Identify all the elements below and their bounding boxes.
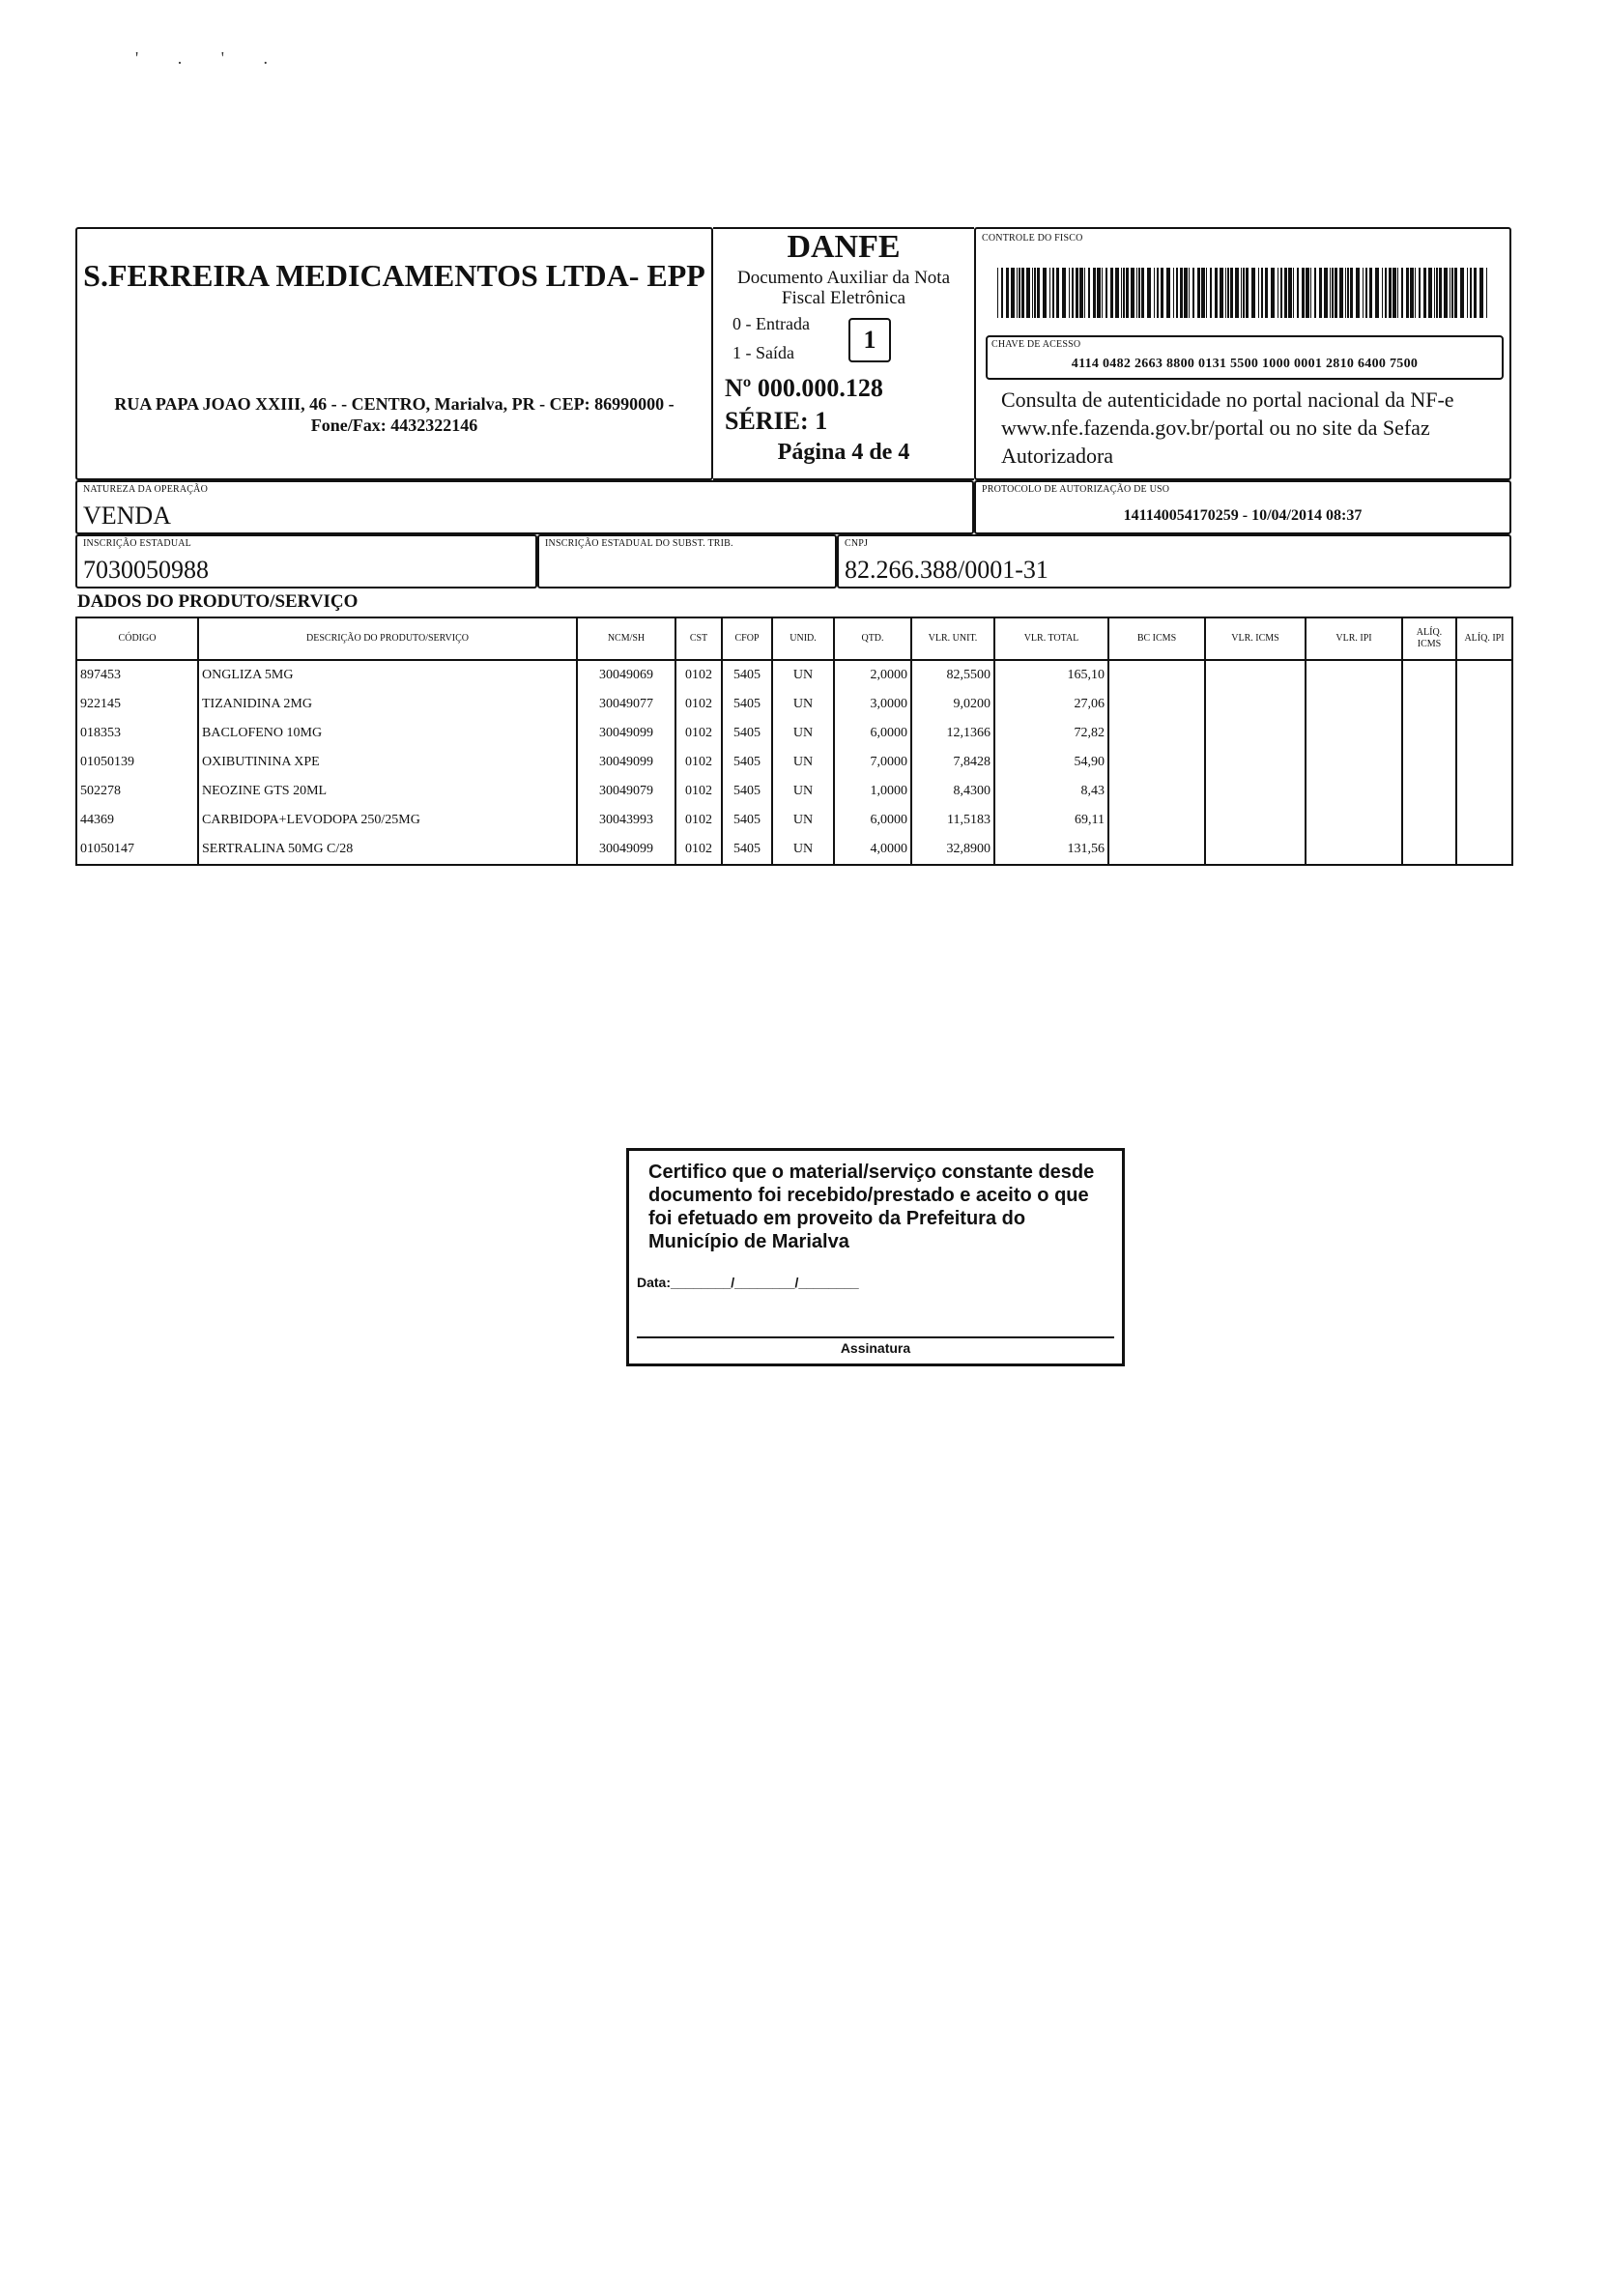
cell-codigo: 897453 (76, 660, 198, 690)
col-header-bc-icms: BC ICMS (1108, 617, 1205, 660)
cell-codigo: 01050147 (76, 835, 198, 865)
cell-cst: 0102 (675, 806, 722, 835)
cell-ncm: 30049079 (577, 777, 675, 806)
protocolo-block (974, 480, 1511, 534)
nf-page: Página 4 de 4 (777, 440, 910, 465)
barcode-icon (997, 268, 1492, 318)
cnpj-block (837, 534, 1511, 588)
cell-aliq-ipi (1456, 806, 1512, 835)
cell-vlr-unit: 9,0200 (911, 690, 994, 719)
operation-type-box: 1 (848, 318, 891, 362)
cnpj-label: CNPJ (845, 538, 869, 549)
stamp-text: Certifico que o material/serviço constante desde documento foi recebido/prestado e aceito o que foi efetuado em proveito da Prefeitura do Município de Marialva (648, 1162, 1095, 1252)
cell-vlr-ipi (1306, 719, 1402, 748)
cell-bc-icms (1108, 777, 1205, 806)
cell-aliq-ipi (1456, 660, 1512, 690)
cell-vlr-unit: 12,1366 (911, 719, 994, 748)
cell-vlr-unit: 7,8428 (911, 748, 994, 777)
cell-vlr-ipi (1306, 690, 1402, 719)
cell-bc-icms (1108, 719, 1205, 748)
natureza-operacao-label: NATUREZA DA OPERAÇÃO (83, 484, 209, 495)
cell-vlr-total: 27,06 (994, 690, 1108, 719)
cell-codigo: 01050139 (76, 748, 198, 777)
col-header-ncm: NCM/SH (577, 617, 675, 660)
cell-ncm: 30049099 (577, 719, 675, 748)
cell-cfop: 5405 (722, 806, 772, 835)
cell-cst: 0102 (675, 719, 722, 748)
cell-cst: 0102 (675, 690, 722, 719)
cell-vlr-total: 8,43 (994, 777, 1108, 806)
chave-acesso-value: 4114 0482 2663 8800 0131 5500 1000 0001 2810 6400 7500 (1071, 357, 1419, 371)
cell-codigo: 44369 (76, 806, 198, 835)
table-row (76, 719, 1512, 748)
cell-qtd: 1,0000 (834, 777, 911, 806)
col-header-vlr-icms: VLR. ICMS (1205, 617, 1306, 660)
cell-cst: 0102 (675, 660, 722, 690)
operation-entrada: 0 - Entrada (732, 314, 810, 333)
controle-fisco-block (974, 227, 1511, 480)
cell-vlr-ipi (1306, 806, 1402, 835)
col-header-codigo: CÓDIGO (76, 617, 198, 660)
cell-unid: UN (772, 690, 834, 719)
col-header-cst: CST (675, 617, 722, 660)
cell-unid: UN (772, 719, 834, 748)
cell-bc-icms (1108, 690, 1205, 719)
cell-qtd: 6,0000 (834, 806, 911, 835)
col-header-descricao: DESCRIÇÃO DO PRODUTO/SERVIÇO (198, 617, 577, 660)
cell-cfop: 5405 (722, 660, 772, 690)
certification-stamp (626, 1148, 1125, 1366)
cell-vlr-total: 54,90 (994, 748, 1108, 777)
cell-vlr-unit: 32,8900 (911, 835, 994, 865)
table-row (76, 806, 1512, 835)
cell-codigo: 502278 (76, 777, 198, 806)
col-header-qtd: QTD. (834, 617, 911, 660)
danfe-title: DANFE (787, 229, 901, 265)
cell-ncm: 30049077 (577, 690, 675, 719)
produtos-header-row (76, 617, 1512, 660)
cell-codigo: 922145 (76, 690, 198, 719)
table-row (76, 777, 1512, 806)
cell-unid: UN (772, 660, 834, 690)
cell-aliq-icms (1402, 660, 1456, 690)
table-row (76, 690, 1512, 719)
cell-descricao: CARBIDOPA+LEVODOPA 250/25MG (198, 806, 577, 835)
cell-descricao: BACLOFENO 10MG (198, 719, 577, 748)
cell-vlr-icms (1205, 690, 1306, 719)
nf-serie: SÉRIE: 1 (725, 407, 828, 435)
cell-vlr-ipi (1306, 660, 1402, 690)
cell-descricao: NEOZINE GTS 20ML (198, 777, 577, 806)
cell-aliq-icms (1402, 719, 1456, 748)
cell-cfop: 5405 (722, 690, 772, 719)
cell-aliq-icms (1402, 748, 1456, 777)
cell-aliq-ipi (1456, 690, 1512, 719)
cell-aliq-ipi (1456, 748, 1512, 777)
cell-cst: 0102 (675, 748, 722, 777)
col-header-unid: UNID. (772, 617, 834, 660)
natureza-operacao-block (75, 480, 974, 534)
operation-saida: 1 - Saída (732, 343, 794, 362)
table-row (76, 748, 1512, 777)
cnpj-value: 82.266.388/0001-31 (845, 556, 1048, 584)
cell-vlr-icms (1205, 806, 1306, 835)
cell-aliq-icms (1402, 777, 1456, 806)
cell-vlr-total: 131,56 (994, 835, 1108, 865)
scan-specks: ' . ' . (135, 48, 285, 68)
inscricao-st-label: INSCRIÇÃO ESTADUAL DO SUBST. TRIB. (545, 538, 733, 549)
cell-descricao: ONGLIZA 5MG (198, 660, 577, 690)
cell-vlr-icms (1205, 835, 1306, 865)
cell-vlr-unit: 11,5183 (911, 806, 994, 835)
chave-acesso-label: CHAVE DE ACESSO (991, 339, 1081, 350)
cell-vlr-unit: 8,4300 (911, 777, 994, 806)
col-header-vlr-total: VLR. TOTAL (994, 617, 1108, 660)
cell-unid: UN (772, 777, 834, 806)
table-row (76, 660, 1512, 690)
table-row (76, 835, 1512, 865)
cell-vlr-ipi (1306, 748, 1402, 777)
cell-aliq-ipi (1456, 777, 1512, 806)
cell-cst: 0102 (675, 835, 722, 865)
cell-unid: UN (772, 748, 834, 777)
signature-line (637, 1336, 1114, 1338)
danfe-subtitle: Documento Auxiliar da Nota Fiscal Eletrônica (736, 268, 951, 308)
cell-cst: 0102 (675, 777, 722, 806)
danfe-block (713, 227, 974, 480)
cell-codigo: 018353 (76, 719, 198, 748)
cell-bc-icms (1108, 660, 1205, 690)
chave-acesso-box (986, 335, 1504, 380)
natureza-operacao-value: VENDA (83, 502, 171, 530)
col-header-aliq-ipi: ALÍQ. IPI (1456, 617, 1512, 660)
cell-vlr-icms (1205, 719, 1306, 748)
cell-qtd: 3,0000 (834, 690, 911, 719)
cell-vlr-ipi (1306, 777, 1402, 806)
cell-vlr-total: 165,10 (994, 660, 1108, 690)
col-header-vlr-unit: VLR. UNIT. (911, 617, 994, 660)
cell-vlr-ipi (1306, 835, 1402, 865)
cell-unid: UN (772, 835, 834, 865)
emitente-address: RUA PAPA JOAO XXIII, 46 - - CENTRO, Marialva, PR - CEP: 86990000 - Fone/Fax: 4432322146 (114, 394, 675, 435)
cell-aliq-ipi (1456, 835, 1512, 865)
protocolo-value: 141140054170259 - 10/04/2014 08:37 (1123, 507, 1363, 524)
produtos-table (75, 617, 1513, 866)
cell-qtd: 2,0000 (834, 660, 911, 690)
cell-vlr-icms (1205, 777, 1306, 806)
cell-bc-icms (1108, 748, 1205, 777)
col-header-vlr-ipi: VLR. IPI (1306, 617, 1402, 660)
cell-qtd: 7,0000 (834, 748, 911, 777)
consulta-text: Consulta de autenticidade no portal nacional da NF-e www.nfe.fazenda.gov.br/portal ou no site da Sefaz Autorizadora (1001, 387, 1454, 468)
stamp-date: Data:________/________/________ (637, 1275, 859, 1290)
inscricao-st-block (537, 534, 837, 588)
inscricao-estadual-value: 7030050988 (83, 556, 209, 584)
inscricao-estadual-block (75, 534, 537, 588)
cell-vlr-icms (1205, 660, 1306, 690)
cell-aliq-ipi (1456, 719, 1512, 748)
cell-cfop: 5405 (722, 777, 772, 806)
cell-vlr-unit: 82,5500 (911, 660, 994, 690)
cell-vlr-icms (1205, 748, 1306, 777)
cell-unid: UN (772, 806, 834, 835)
cell-ncm: 30049069 (577, 660, 675, 690)
cell-cfop: 5405 (722, 748, 772, 777)
cell-vlr-total: 72,82 (994, 719, 1108, 748)
cell-cfop: 5405 (722, 835, 772, 865)
cell-ncm: 30049099 (577, 748, 675, 777)
cell-descricao: OXIBUTININA XPE (198, 748, 577, 777)
cell-bc-icms (1108, 806, 1205, 835)
cell-cfop: 5405 (722, 719, 772, 748)
cell-descricao: SERTRALINA 50MG C/28 (198, 835, 577, 865)
cell-ncm: 30043993 (577, 806, 675, 835)
emitente-name: S.FERREIRA MEDICAMENTOS LTDA- EPP (83, 258, 705, 293)
cell-vlr-total: 69,11 (994, 806, 1108, 835)
cell-aliq-icms (1402, 806, 1456, 835)
cell-descricao: TIZANIDINA 2MG (198, 690, 577, 719)
cell-qtd: 6,0000 (834, 719, 911, 748)
signature-label: Assinatura (840, 1340, 911, 1356)
cell-bc-icms (1108, 835, 1205, 865)
protocolo-label: PROTOCOLO DE AUTORIZAÇÃO DE USO (982, 484, 1170, 495)
produtos-title: DADOS DO PRODUTO/SERVIÇO (77, 591, 359, 612)
inscricao-estadual-label: INSCRIÇÃO ESTADUAL (83, 538, 191, 549)
emitente-block (75, 227, 713, 480)
controle-fisco-label: CONTROLE DO FISCO (982, 233, 1083, 244)
cell-aliq-icms (1402, 690, 1456, 719)
col-header-aliq-icms: ALÍQ. ICMS (1402, 617, 1456, 660)
cell-qtd: 4,0000 (834, 835, 911, 865)
cell-ncm: 30049099 (577, 835, 675, 865)
nf-number: Nº 000.000.128 (725, 374, 883, 402)
cell-aliq-icms (1402, 835, 1456, 865)
col-header-cfop: CFOP (722, 617, 772, 660)
